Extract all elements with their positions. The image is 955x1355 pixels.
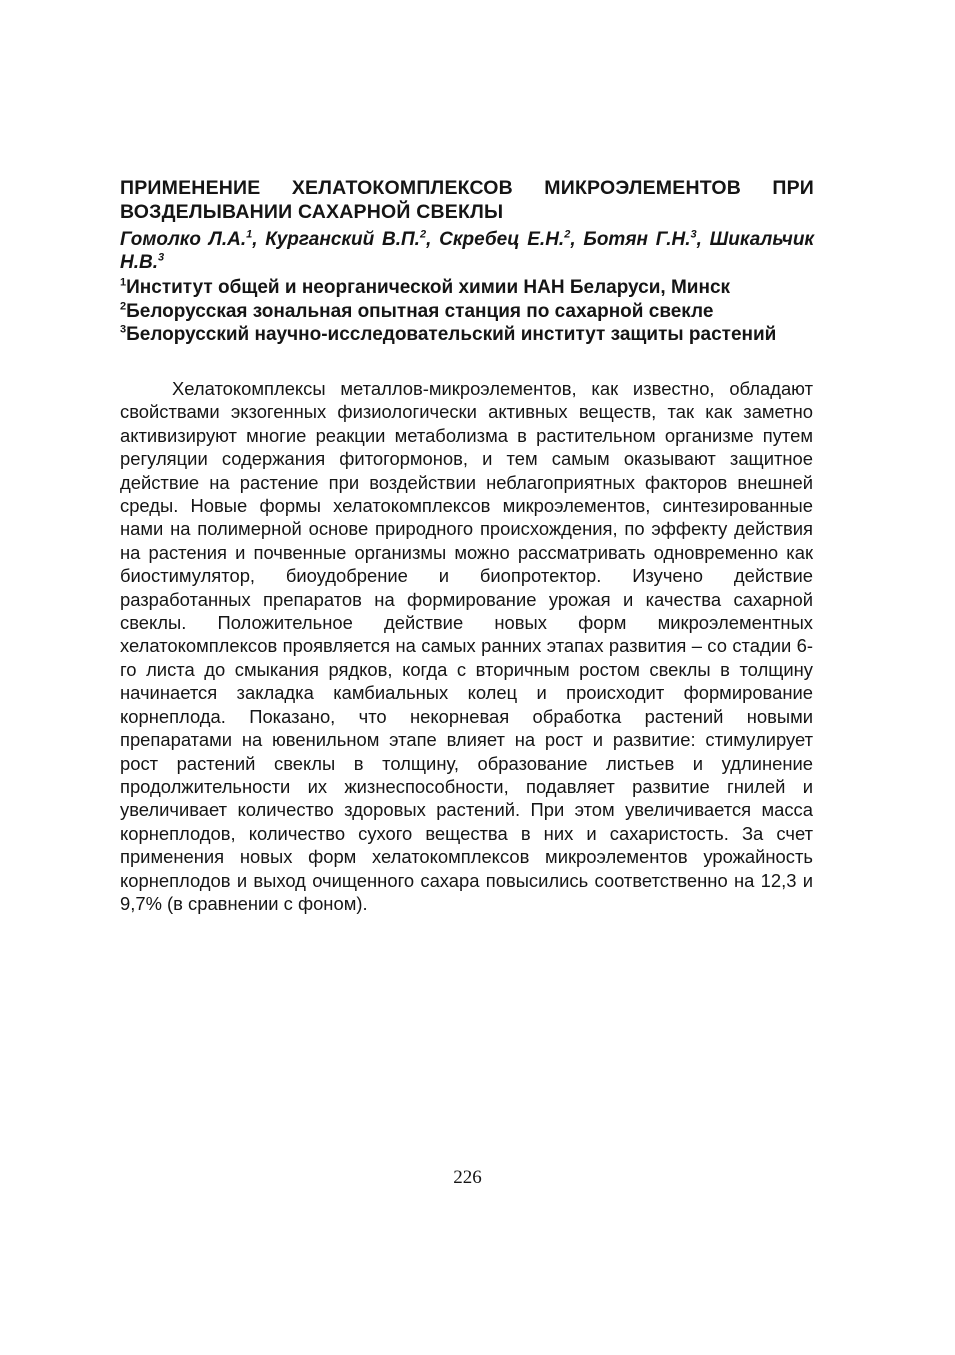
affiliation: $^1$Институт общей и неорганической химии НАН Беларуси, Минск (120, 276, 731, 298)
abstract-paragraph: Хелатокомплексы металлов-микроэлементов, как известно, обладают свойствами экзогенных физиологически активных веществ, так как заметно активизируют многие реакции метаболизма в растительном организме путем регуляции содержания фитогормонов, и тем самым оказывают защитное действие на растение при воздействии неблагоприятных факторов внешней среды. Новые формы хелатокомплексов микроэлементов, синтезированные нами на полимерной основе природного происхождения, по эффекту действия на растения и почвенные организмы можно рассматривать одновременно как биостимулятор, биоудобрение и биопротектор. Изучено действие разработанных препаратов на формирование урожая и качества сахарной свеклы. Положительное действие новых форм микроэлементных хелатокомплексов проявляется на самых ранних этапах развития – со стадии 6-го листа до смыкания рядков, когда с вторичным ростом свеклы в толщину начинается закладка камбиальных колец и происходит формирование корнеплода. Показано, что некорневая обработка растений новыми препаратами на ювенильном этапе влияет на рост и развитие: стимулирует рост растений свеклы в толщину, образование листьев и удлинение продолжительности их жизнеспособности, подавляет развитие гнилей и увеличивает количество здоровых растений. При этом увеличивается масса корнеплодов, количество сухого вещества в них и сахаристость. За счет применения новых форм хелатокомплексов микроэлементов урожайность корнеплодов и выход очищенного сахара повысились соответственно на 12,3 и 9,7% (в сравнении с фоном). (120, 378, 813, 914)
paper-title: ПРИМЕНЕНИЕ ХЕЛАТОКОМПЛЕКСОВ МИКРОЭЛЕМЕНТОВ ПРИ ВОЗДЕЛЫВАНИИ САХАРНОЙ СВЕКЛЫ (120, 177, 814, 223)
author: Ботян Г.Н.$^3$, (583, 228, 710, 250)
author: Гомолко Л.А.$^1$, (120, 228, 266, 250)
affiliation: $^2$Белорусская зональная опытная станция по сахарной свекле (120, 300, 714, 322)
author: Скребец Е.Н.$^2$, (439, 228, 584, 250)
affiliation-list (120, 276, 814, 347)
page-number: 226 (453, 1167, 482, 1188)
affiliation: $^3$Белорусский научно-исследовательский институт защиты растений (120, 323, 777, 345)
author: Курганский В.П.$^2$, (265, 228, 440, 250)
author: Шикальчик Н.В.$^3$ (120, 229, 815, 273)
author-list (120, 228, 814, 274)
